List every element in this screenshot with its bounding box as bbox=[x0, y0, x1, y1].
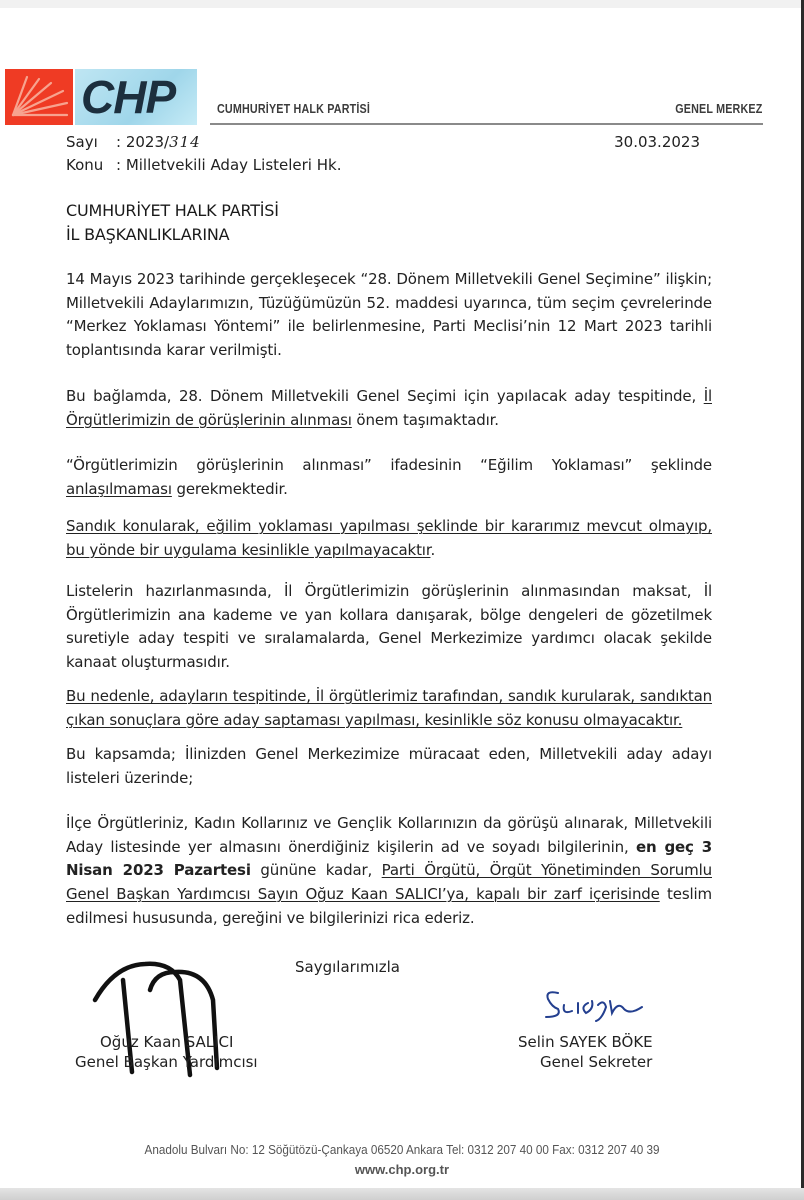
konu-label: Konu bbox=[66, 156, 104, 174]
sayi-handwritten: 314 bbox=[169, 133, 201, 151]
top-band bbox=[0, 0, 804, 8]
paragraph-3 bbox=[66, 454, 712, 501]
sayi-value: : 2023/ bbox=[116, 133, 170, 151]
subject bbox=[66, 156, 341, 174]
text: “Örgütlerimizin görüşlerinin alınması” ifadesinin “Eğilim Yoklaması” şeklinde bbox=[66, 456, 712, 474]
text: gününe kadar, bbox=[250, 861, 382, 880]
signatory-1-title: Genel Başkan Yardımcısı bbox=[75, 1053, 258, 1071]
closing-salutation: Saygılarımızla bbox=[295, 958, 400, 976]
underlined-text: Bu nedenle, adayların tespitinde, İl örgütlerimiz tarafından, sandık kurularak, sandıktan çıkan sonuçlara göre aday saptaması yapılması, kesinlikle söz konusu olmayacaktır. bbox=[66, 687, 712, 729]
text: önem taşımaktadır. bbox=[351, 410, 499, 429]
paragraph-8 bbox=[66, 812, 712, 931]
underlined-text: anlaşılmaması bbox=[66, 479, 172, 498]
chp-logo bbox=[5, 69, 197, 125]
six-arrows-icon bbox=[5, 69, 73, 125]
party-name: CUMHURİYET HALK PARTİSİ bbox=[217, 102, 371, 116]
bold-text: en geç 3 Nisan 2023 Pazartesi bbox=[66, 837, 712, 880]
signature-2 bbox=[540, 985, 650, 1025]
footer-address: Anadolu Bulvarı No: 12 Söğütözü-Çankaya 06520 Ankara Tel: 0312 207 40 00 Fax: 0312 207 40 39 bbox=[144, 1142, 660, 1157]
underlined-text: Parti Örgütü, Örgüt Yönetiminden Sorumlu Genel Başkan Yardımcısı Sayın Oğuz Kaan SALICI’ya, kapalı bir zarf içerisinde bbox=[66, 861, 712, 904]
paragraph-6 bbox=[66, 685, 712, 732]
logo-text: CHP bbox=[81, 71, 176, 123]
paragraph-4 bbox=[66, 515, 712, 562]
paragraph-2 bbox=[66, 385, 712, 432]
konu-value: : Milletvekili Aday Listeleri Hk. bbox=[116, 156, 342, 174]
office-name: GENEL MERKEZ bbox=[674, 102, 762, 116]
text: teslim edilmesi hususunda, gereğini ve bilgilerinizi rica ederiz. bbox=[66, 885, 712, 927]
text: . bbox=[430, 540, 436, 559]
signatory-2-title: Genel Sekreter bbox=[540, 1053, 653, 1071]
text: gerekmektedir. bbox=[171, 479, 288, 498]
underlined-text: Sandık konularak, eğilim yoklaması yapılması şeklinde bir kararımız mevcut olmayıp, bu yönde bir uygulama kesinlikle yapılmayacaktır bbox=[66, 517, 712, 559]
signatory-1-name: Oğuz Kaan SALICI bbox=[100, 1033, 234, 1051]
footer-website: www.chp.org.tr bbox=[354, 1162, 450, 1177]
reference-number bbox=[66, 133, 201, 151]
bottom-band bbox=[0, 1188, 804, 1200]
recipient-line-1: CUMHURİYET HALK PARTİSİ bbox=[66, 201, 279, 220]
paragraph-1: 14 Mayıs 2023 tarihinde gerçekleşecek “28. Dönem Milletvekili Genel Seçimine” ilişkin; Milletvekili Adaylarımızın, Tüzüğümüzün 52. maddesi uyarınca, tüm seçim çevrelerinde “Merkez Yoklaması Yöntemi” ile belirlenmesine, Parti Meclisi’nin 12 Mart 2023 tarihli toplantısında karar verilmişti. bbox=[66, 270, 712, 360]
text: İlçe Örgütleriniz, Kadın Kollarınız ve Gençlik Kollarınızın da görüşü alınarak, Milletvekili Aday listesinde yer almasını önerdiğiniz kişilerin ad ve soyadı bilgilerinin, bbox=[66, 814, 712, 856]
signatory-2-name: Selin SAYEK BÖKE bbox=[518, 1033, 653, 1051]
recipient-line-2: İL BAŞKANLIKLARINA bbox=[66, 225, 230, 244]
text: Bu bağlamda, 28. Dönem Milletvekili Genel Seçimi için yapılacak aday tespitinde, bbox=[66, 387, 704, 405]
header-divider bbox=[210, 123, 763, 125]
underlined-text: İl Örgütlerimizin de görüşlerinin alınması bbox=[66, 387, 712, 429]
paragraph-5: Listelerin hazırlanmasında, İl Örgütlerimizin görüşlerinin alınmasından maksat, İl Örgütlerimizin ana kademe ve yan kollara danışarak, bölge dengeleri de gözetilmek suretiyle aday tespiti ve sıralamalarda, Genel Merkezimize yardımcı olacak şekilde kanaat oluşturmasıdır. bbox=[66, 582, 712, 672]
paragraph-7: Bu kapsamda; İlinizden Genel Merkezimize müracaat eden, Milletvekili aday adayı listeleri üzerinde; bbox=[66, 745, 712, 787]
sayi-label: Sayı bbox=[66, 133, 98, 151]
letter-date: 30.03.2023 bbox=[614, 133, 700, 151]
